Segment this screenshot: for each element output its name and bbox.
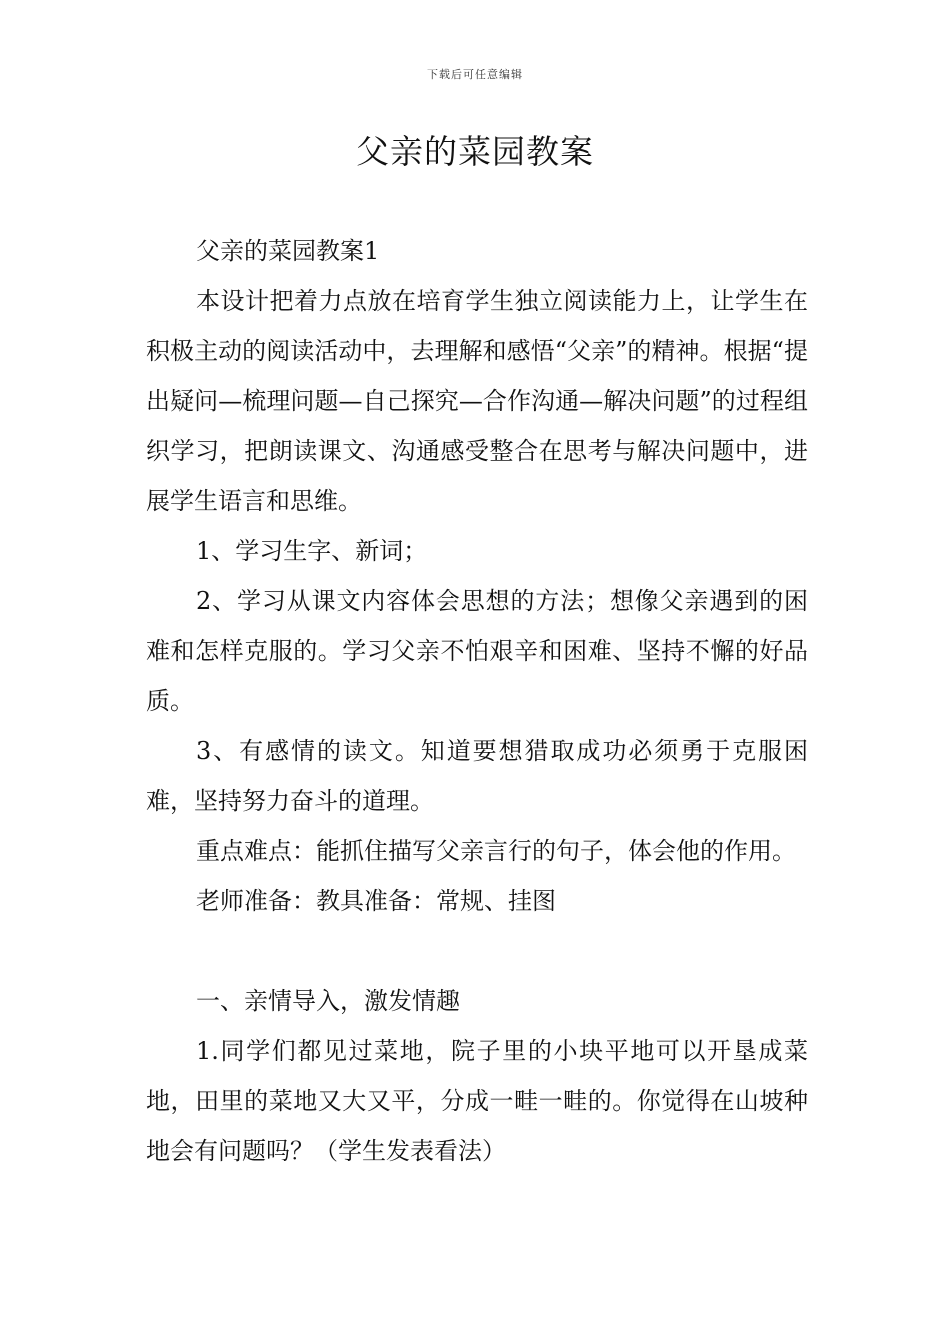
document-body: [146, 226, 808, 1176]
section-heading: 父亲的菜园教案1: [196, 237, 380, 265]
header-note: 下载后可任意编辑: [427, 68, 523, 81]
paragraph-gap: [146, 926, 808, 976]
intro-paragraph: 本设计把着力点放在培育学生独立阅读能力上，让学生在积极主动的阅读活动中，去理解和感悟“父亲”的精神。根据“提出疑问—梳理问题—自己探究—合作沟通—解决问题”的过程组织学习，把朗读课文、沟通感受整合在思考与解决问题中，进展学生语言和思维。: [146, 287, 808, 515]
objective-2: 2、学习从课文内容体会思想的方法；想像父亲遇到的困难和怎样克服的。学习父亲不怕艰辛和困难、坚持不懈的好品质。: [146, 587, 808, 715]
step-heading: 一、亲情导入，激发情趣: [196, 987, 460, 1015]
step-paragraph: 1.同学们都见过菜地，院子里的小块平地可以开垦成菜地，田里的菜地又大又平，分成一畦一畦的。你觉得在山坡种地会有问题吗？（学生发表看法）: [146, 1037, 808, 1165]
key-points: 重点难点：能抓住描写父亲言行的句子，体会他的作用。: [196, 837, 796, 865]
document-title: 父亲的菜园教案: [356, 132, 594, 171]
objective-1: 1、学习生字、新词；: [196, 537, 428, 565]
teacher-preparation: 老师准备：教具准备：常规、挂图: [196, 887, 556, 915]
objective-3: 3、有感情的读文。知道要想猎取成功必须勇于克服困难，坚持努力奋斗的道理。: [146, 737, 808, 815]
